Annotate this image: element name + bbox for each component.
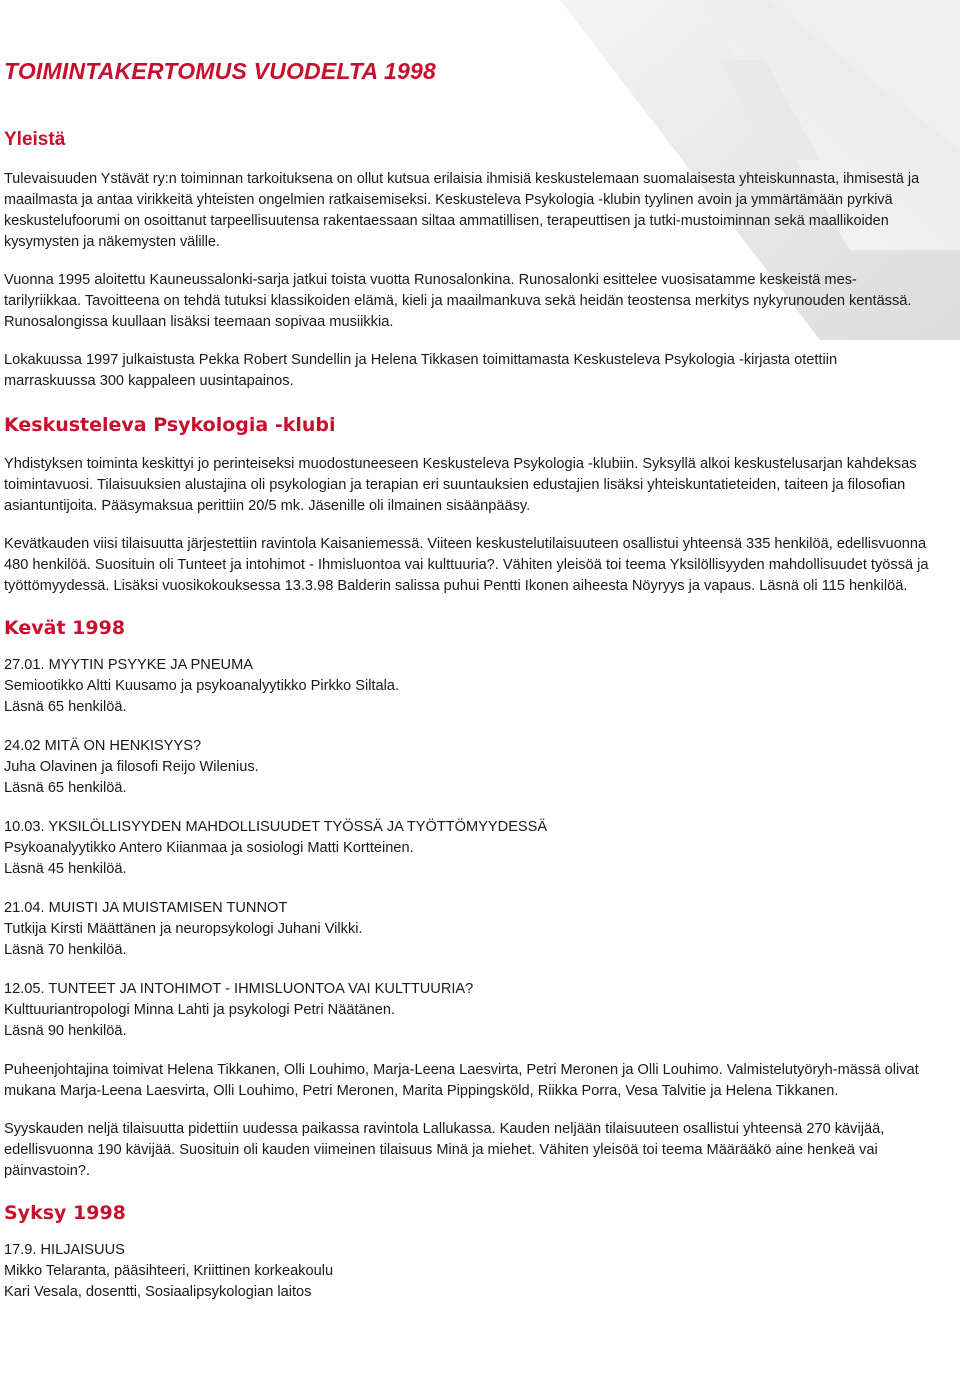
event-item [4,979,930,1042]
section-heading-yleista: Yleistä [4,129,66,150]
kevat-paragraph-syyskausi: Syyskauden neljä tilaisuutta pidettiin uudessa paikassa ravintola Lallukassa. Kauden neljään tilaisuuteen osallistui yhteensä 270 kävijää, edellisvuonna 190 kävijää. Suosituin oli kauden viimeinen tilaisuus Minä ja miehet. Vähiten yleisöä toi teema Määrääkö aine henkeä vai päinvastoin?. [4,1121,885,1179]
event-title: 17.9. HILJAISUUS [4,1242,125,1258]
event-attendance: Läsnä 65 henkilöä. [4,699,127,715]
document-title: TOIMINTAKERTOMUS VUODELTA 1998 [4,58,436,84]
event-speakers: Semiootikko Altti Kuusamo ja psykoanalyytikko Pirkko Siltala. [4,678,400,694]
event-item [4,736,930,799]
event-speaker-1: Mikko Telaranta, pääsihteeri, Kriittinen korkeakoulu [4,1263,334,1279]
event-attendance: Läsnä 45 henkilöä. [4,861,127,877]
event-item [4,655,930,718]
klubi-paragraph-2: Kevätkauden viisi tilaisuutta järjestettiin ravintola Kaisaniemessä. Viiteen keskustelutilaisuuteen osallistui yhteensä 335 henkilöä, edellisvuonna 480 henkilöä. Suosituin oli Tunteet ja intohimot - Ihmisluontoa vai kulttuuria?. Vähiten yleisöä toi teema Yksilöllisyyden mahdollisuudet työssä ja työttömyydessä. Lisäksi vuosikokouksessa 13.3.98 Balderin salissa puhui Pentti Ikonen aiheesta Nöyryys ja vapaus. Läsnä oli 115 henkilöä. [4,536,929,594]
event-attendance: Läsnä 70 henkilöä. [4,942,127,958]
section-heading-kevat: Kevät 1998 [4,617,126,639]
event-speakers: Tutkija Kirsti Määttänen ja neuropsykologi Juhani Vilkki. [4,921,363,937]
event-speakers: Psykoanalyytikko Antero Kiianmaa ja sosiologi Matti Kortteinen. [4,840,414,856]
event-attendance: Läsnä 90 henkilöä. [4,1023,127,1039]
event-item [4,817,930,880]
event-attendance: Läsnä 65 henkilöä. [4,780,127,796]
event-title: 24.02 MITÄ ON HENKISYYS? [4,738,202,754]
event-speakers: Kulttuuriantropologi Minna Lahti ja psykologi Petri Näätänen. [4,1002,396,1018]
section-heading-syksy: Syksy 1998 [4,1202,126,1224]
event-item [4,898,930,961]
event-speakers: Juha Olavinen ja filosofi Reijo Wilenius. [4,759,259,775]
event-title: 21.04. MUISTI JA MUISTAMISEN TUNNOT [4,900,288,916]
event-title: 10.03. YKSILÖLLISYYDEN MAHDOLLISUUDET TYÖSSÄ JA TYÖTTÖMYYDESSÄ [4,819,548,835]
yleista-paragraph-2: Vuonna 1995 aloitettu Kauneussalonki-sarja jatkui toista vuotta Runosalonkina. Runosalonki esittelee vuosisatamme keskeistä mes-tarilyriikkaa. Tavoitteena on tehdä tutuksi klassikoiden elämä, kieli ja maailmankuva sekä heidän teostensa merkitys nykyrunouden kentässä. Runosalongissa kuullaan lisäksi teemaan sopivaa musiikkia. [4,272,912,330]
section-heading-klubi: Keskusteleva Psykologia -klubi [4,414,336,436]
event-speaker-2: Kari Vesala, dosentti, Sosiaalipsykologian laitos [4,1284,312,1300]
event-title: 27.01. MYYTIN PSYYKE JA PNEUMA [4,657,253,673]
yleista-paragraph-1: Tulevaisuuden Ystävät ry:n toiminnan tarkoituksena on ollut kutsua erilaisia ihmisiä keskustelemaan suomalaisesta yhteiskunnasta, ihmisestä ja maailmasta ja antaa virikkeitä yhteisten ongelmien ratkaisemiseksi. Keskusteleva Psykologia -klubin tyylinen avoin ja ymmärtämään pyrkivä keskustelufoorumi on osoittanut tarpeellisuutensa rakentaessaan siltaa ammatillisen, terapeuttisen ja tutki-mustoiminnan sekä maallikoiden kysymysten ja näkemysten välille. [4,171,920,250]
kevat-paragraph-organizers: Puheenjohtajina toimivat Helena Tikkanen, Olli Louhimo, Marja-Leena Laesvirta, Petri Meronen ja Olli Louhimo. Valmistelutyöryh-mässä olivat mukana Marja-Leena Laesvirta, Olli Louhimo, Petri Meronen, Marita Pippingsköld, Riikka Porra, Vesa Talvitie ja Helena Tikkanen. [4,1062,919,1099]
klubi-paragraph-1: Yhdistyksen toiminta keskittyi jo perinteiseksi muodostuneeseen Keskusteleva Psykologia -klubiin. Syksyllä alkoi keskustelusarjan kahdeksas toimintavuosi. Tilaisuuksien alustajina oli psykologian ja terapian eri suuntauksien edustajien lisäksi yhteiskuntatieteiden, taiteen ja filosofian asiantuntijoita. Pääsymaksua perittiin 20/5 mk. Jäsenille oli ilmainen sisäänpääsy. [4,456,917,514]
event-title: 12.05. TUNTEET JA INTOHIMOT - IHMISLUONTOA VAI KULTTUURIA? [4,981,474,997]
event-item [4,1240,930,1303]
yleista-paragraph-3: Lokakuussa 1997 julkaistusta Pekka Robert Sundellin ja Helena Tikkasen toimittamasta Keskusteleva Psykologia -kirjasta otettiin marraskuussa 300 kappaleen uusintapainos. [4,352,838,389]
